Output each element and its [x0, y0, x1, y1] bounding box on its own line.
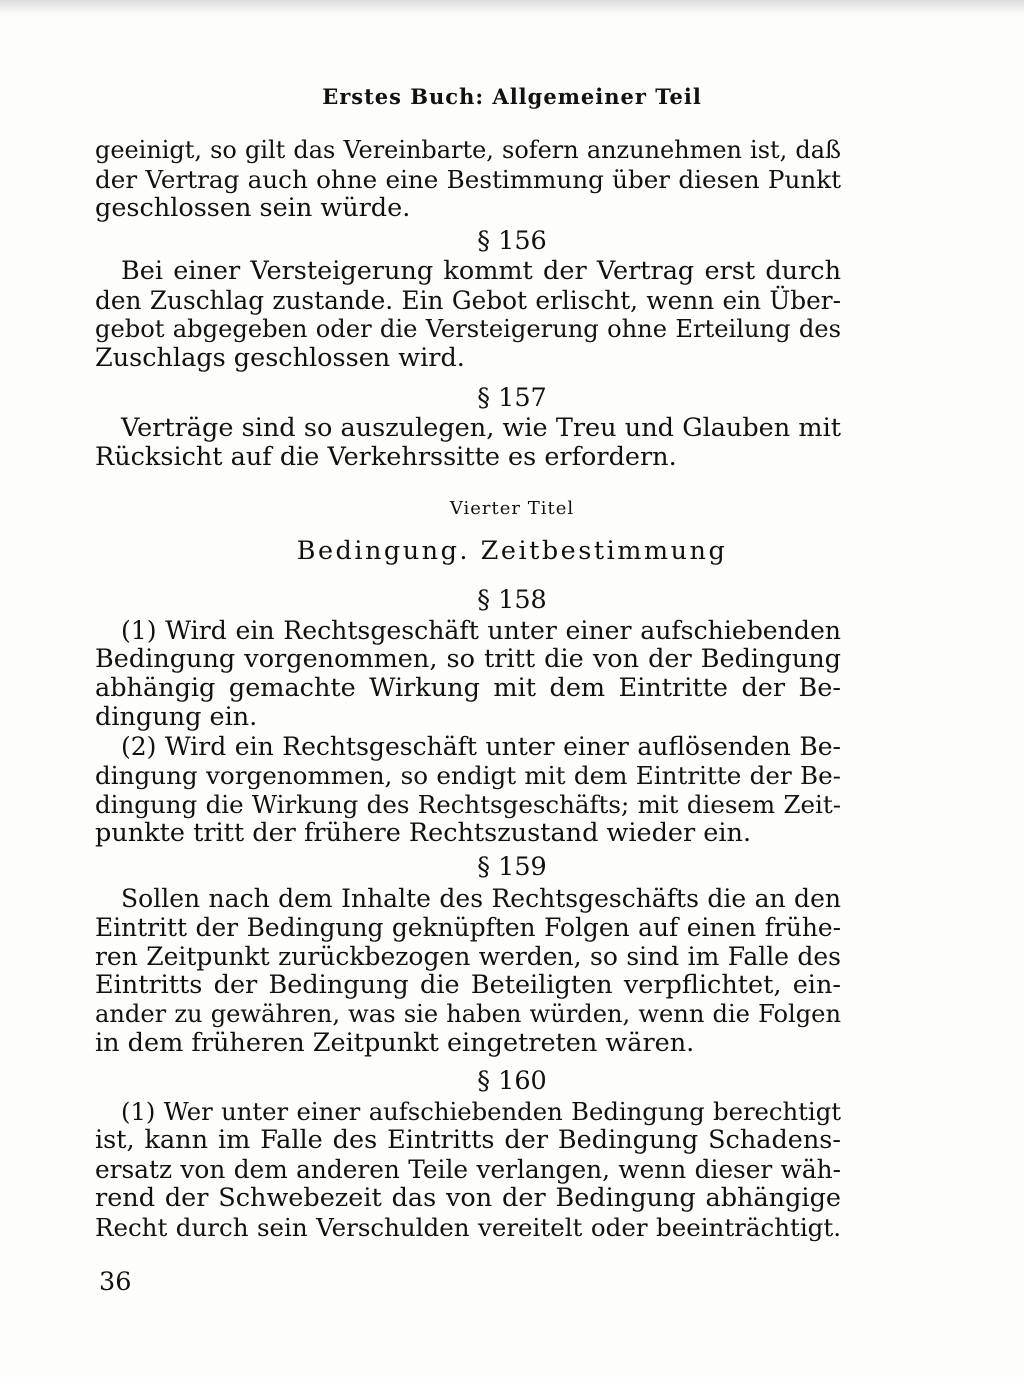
section-159-text [95, 884, 841, 1058]
text-line: rend der Schwebezeit das von der Bedingung abhängige [95, 1183, 841, 1213]
text-line: geschlossen sein würde. [95, 193, 411, 223]
text-line: abhängig gemachte Wirkung mit dem Eintritte der Be- [95, 673, 841, 703]
section-160-text [95, 1097, 841, 1242]
continuation-paragraph [95, 136, 841, 223]
section-157-heading: § 157 [477, 383, 547, 413]
text-line: Recht durch sein Verschulden vereitelt oder beeinträchtigt. [95, 1213, 841, 1242]
section-158-heading: § 158 [477, 585, 547, 615]
text-line: Sollen nach dem Inhalte des Rechtsgeschäfts die an den [121, 884, 841, 913]
page-number: 36 [99, 1267, 132, 1297]
text-line: punkte tritt der frühere Rechtszustand wieder ein. [95, 818, 752, 848]
text-line: gebot abgegeben oder die Versteigerung ohne Erteilung des [95, 315, 841, 343]
title-name: Bedingung. Zeitbestimmung [296, 536, 728, 566]
text-line: Zuschlags geschlossen wird. [95, 343, 465, 373]
text-line: (1) Wird ein Rechtsgeschäft unter einer aufschiebenden [121, 616, 841, 645]
text-line: geeinigt, so gilt das Vereinbarte, sofern anzunehmen ist, daß [95, 136, 841, 164]
text-line: Eintritts der Bedingung die Beteiligten verpflichtet, ein- [95, 970, 841, 1000]
text-line: Eintritt der Bedingung geknüpften Folgen auf einen frühe- [95, 913, 841, 942]
text-line: ersatz von dem anderen Teile verlangen, wenn dieser wäh- [95, 1155, 841, 1184]
running-head: Erstes Buch: Allgemeiner Teil [322, 84, 702, 109]
text-line: dingung die Wirkung des Rechtsgeschäfts; mit diesem Zeit- [95, 790, 841, 819]
text-line: Verträge sind so auszulegen, wie Treu und Glauben mit [121, 413, 841, 443]
text-line: in dem früheren Zeitpunkt eingetreten wären. [95, 1028, 695, 1058]
section-156-heading: § 156 [477, 226, 547, 256]
text-line: Bedingung vorgenommen, so tritt die von der Bedingung [95, 644, 841, 674]
text-line: (1) Wer unter einer aufschiebenden Bedingung berechtigt [121, 1097, 841, 1126]
text-line: Bei einer Versteigerung kommt der Vertrag erst durch [121, 256, 841, 286]
section-159-heading: § 159 [477, 852, 547, 882]
section-156-text [95, 257, 841, 373]
text-line: ist, kann im Falle des Eintritts der Bedingung Schadens- [95, 1125, 841, 1155]
section-157-text [95, 414, 841, 472]
text-line: den Zuschlag zustande. Ein Gebot erlischt, wenn ein Über- [95, 286, 841, 315]
text-line: der Vertrag auch ohne eine Bestimmung über diesen Punkt [95, 165, 841, 194]
text-line: ander zu gewähren, was sie haben würden, wenn die Folgen [95, 1000, 841, 1028]
title-label: Vierter Titel [449, 498, 575, 519]
text-line: dingung vorgenommen, so endigt mit dem Eintritte der Be- [95, 761, 841, 790]
page-edge-shadow [0, 0, 1024, 14]
section-158-text [95, 616, 841, 848]
text-line: ren Zeitpunkt zurückbezogen werden, so sind im Falle des [95, 942, 841, 971]
text-line: (2) Wird ein Rechtsgeschäft unter einer auflösenden Be- [121, 732, 841, 761]
text-line: dingung ein. [95, 702, 258, 732]
text-line: Rücksicht auf die Verkehrssitte es erfordern. [95, 442, 677, 472]
section-160-heading: § 160 [477, 1066, 547, 1096]
